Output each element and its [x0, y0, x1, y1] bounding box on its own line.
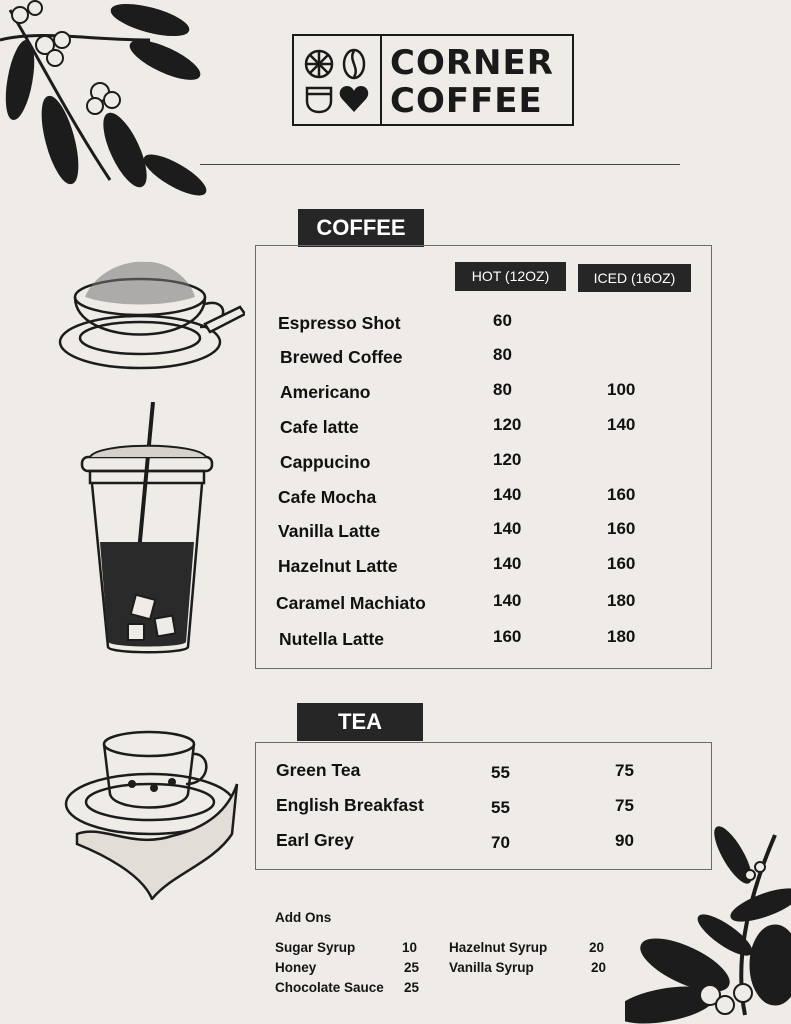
coffee-item-name: Cafe latte: [280, 417, 359, 437]
iced-column-header: ICED (16OZ): [578, 264, 691, 292]
coffee-item-hot-price: 120: [493, 450, 522, 469]
addon-name: Honey: [275, 960, 317, 975]
addon-name: Chocolate Sauce: [275, 980, 384, 995]
coffee-item-hot-price: 140: [493, 519, 522, 538]
coffee-item-name: Cafe Mocha: [278, 487, 377, 507]
coffee-item-iced-price: 180: [607, 591, 636, 610]
tea-item-name: English Breakfast: [276, 795, 424, 815]
citrus-icon: [306, 51, 332, 77]
coffee-item-iced-price: 180: [607, 627, 636, 646]
coffee-item-hot-price: 80: [493, 345, 512, 364]
addon-price: 25: [404, 960, 420, 975]
brand-name-line1: CORNER: [390, 43, 554, 83]
coffee-item-hot-price: 140: [493, 554, 522, 573]
teacup-illustration: [62, 724, 242, 900]
coffee-branch-illustration-top: [0, 0, 210, 210]
coffee-item-hot-price: 120: [493, 415, 522, 434]
coffee-item-iced-price: 160: [607, 554, 636, 573]
iced-coffee-illustration: [78, 402, 218, 660]
cappuccino-cup-illustration: [55, 252, 245, 382]
coffee-item-hot-price: 160: [493, 627, 522, 646]
addon-price: 20: [591, 960, 607, 975]
coffee-item-iced-price: 140: [607, 415, 636, 434]
addon-price: 10: [402, 940, 418, 955]
tea-item-hot-price: 55: [491, 763, 510, 782]
coffee-item-name: Caramel Machiato: [276, 593, 426, 613]
coffee-item-hot-price: 80: [493, 380, 512, 399]
tea-item-iced-price: 75: [615, 761, 634, 780]
logo-icons: [302, 46, 372, 116]
brand-name: [390, 44, 554, 120]
coffee-item-name: Brewed Coffee: [280, 347, 403, 367]
coffee-item-name: Americano: [280, 382, 371, 402]
coffee-item-name: Vanilla Latte: [278, 521, 381, 541]
header-divider: [200, 164, 680, 165]
tea-item-name: Earl Grey: [276, 830, 354, 850]
addon-price: 20: [589, 940, 605, 955]
brand-name-line2: COFFEE: [390, 81, 543, 121]
tea-item-name: Green Tea: [276, 760, 361, 780]
coffee-item-hot-price: 140: [493, 591, 522, 610]
tea-item-iced-price: 90: [615, 831, 634, 850]
addon-name: Vanilla Syrup: [449, 960, 534, 975]
hot-column-header: HOT (12OZ): [455, 262, 566, 291]
logo-divider: [380, 36, 382, 124]
coffee-item-name: Cappucino: [280, 452, 371, 472]
addon-name: Hazelnut Syrup: [449, 940, 548, 955]
heart-icon: [340, 86, 369, 112]
coffee-bean-icon: [344, 50, 364, 78]
brand-logo: [292, 34, 574, 126]
cup-icon: [307, 88, 331, 112]
addons-title: Add Ons: [275, 910, 332, 925]
coffee-item-iced-price: 160: [607, 485, 636, 504]
coffee-item-name: Espresso Shot: [278, 313, 401, 333]
coffee-item-name: Nutella Latte: [279, 629, 385, 649]
tea-item-hot-price: 70: [491, 833, 510, 852]
coffee-item-name: Hazelnut Latte: [278, 556, 398, 576]
coffee-item-iced-price: 100: [607, 380, 636, 399]
coffee-item-iced-price: 160: [607, 519, 636, 538]
tea-item-hot-price: 55: [491, 798, 510, 817]
tea-section-title: TEA: [297, 703, 423, 741]
addon-price: 25: [404, 980, 420, 995]
tea-item-iced-price: 75: [615, 796, 634, 815]
coffee-section-title: COFFEE: [298, 209, 424, 247]
coffee-item-hot-price: 60: [493, 311, 512, 330]
addon-name: Sugar Syrup: [275, 940, 356, 955]
coffee-item-hot-price: 140: [493, 485, 522, 504]
